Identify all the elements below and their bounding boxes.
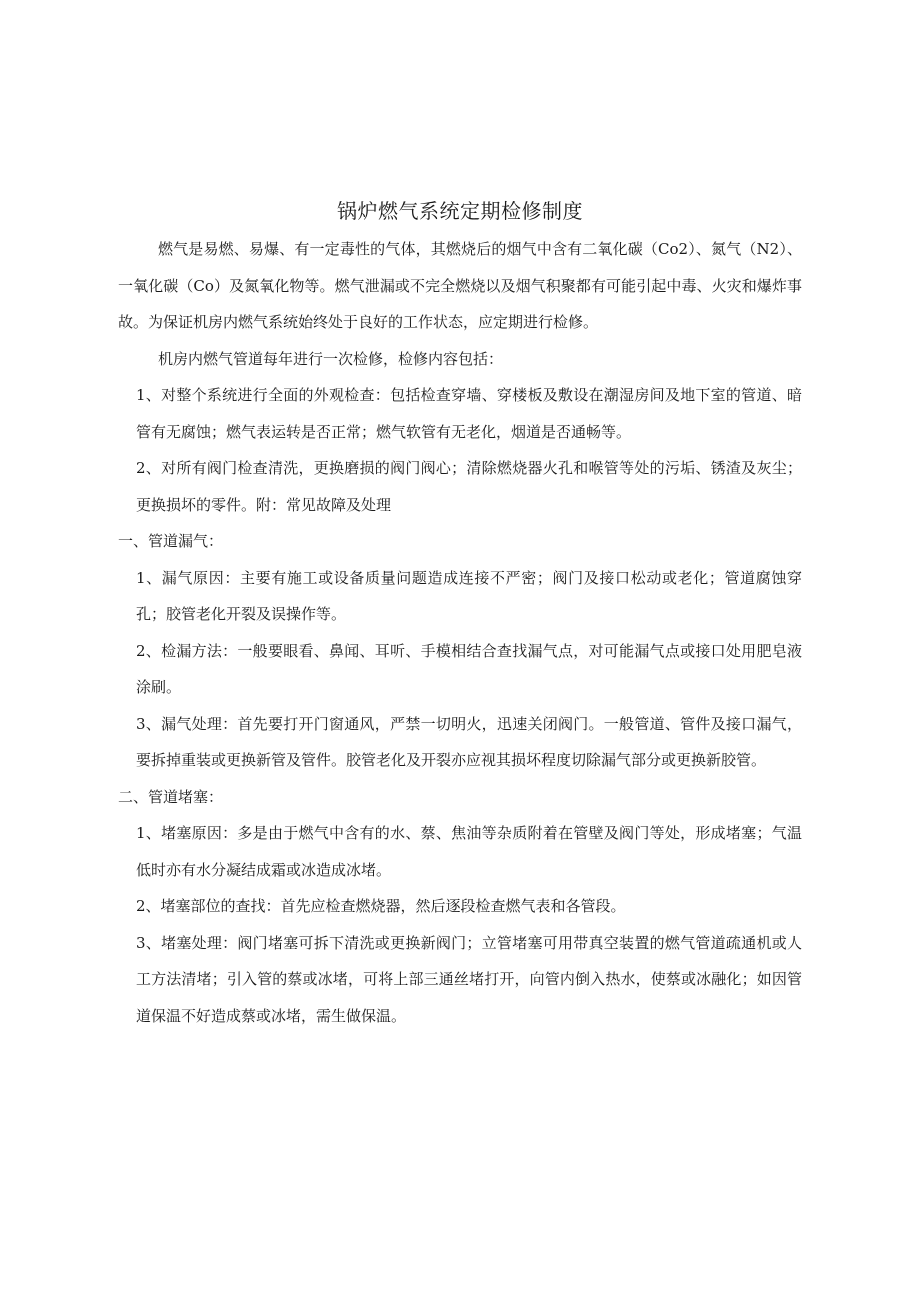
leak-item-2: 2、检漏方法：一般要眼看、鼻闻、耳听、手模相结合查找漏气点，对可能漏气点或接口处用肥皂液涂刷。: [136, 641, 802, 696]
leak-item-1: 1、漏气原因：主要有施工或设备质量问题造成连接不严密；阀门及接口松动或老化；管道腐蚀穿孔；胶管老化开裂及误操作等。: [136, 568, 802, 623]
blockage-item-1: 1、堵塞原因：多是由于燃气中含有的水、蔡、焦油等杂质附着在管壁及阀门等处，形成堵塞；气温低时亦有水分凝结成霜或冰造成冰堵。: [136, 824, 802, 879]
leak-item-3: 3、漏气处理：首先要打开门窗通风，严禁一切明火，迅速关闭阀门。一般管道、管件及接口漏气，要拆掉重装或更换新管及管件。胶管老化及开裂亦应视其损坏程度切除漏气部分或更换新胶管。: [136, 714, 802, 769]
document-title: 锅炉燃气系统定期检修制度: [337, 199, 583, 223]
inspection-item-1: 1、对整个系统进行全面的外观检查：包括检查穿墙、穿楼板及敷设在潮湿房间及地下室的管道、暗管有无腐蚀；燃气表运转是否正常；燃气软管有无老化，烟道是否通畅等。: [136, 386, 802, 441]
inspection-intro: 机房内燃气管道每年进行一次检修，检修内容包括：: [158, 349, 504, 368]
document-body: [118, 231, 802, 1034]
blockage-item-3: 3、堵塞处理：阀门堵塞可拆下清洗或更换新阀门；立管堵塞可用带真空装置的燃气管道疏通机或人工方法清堵；引入管的蔡或冰堵，可将上部三通丝堵打开，向管内倒入热水，使蔡或冰融化；如因管道保温不好造成蔡或冰堵，需生做保温。: [136, 933, 802, 1025]
inspection-item-2: 2、对所有阀门检查清洗，更换磨损的阀门阀心；清除燃烧器火孔和喉管等处的污垢、锈渣及灰尘；更换损坏的零件。附：常见故障及处理: [136, 459, 802, 514]
section-heading-blockage: 二、管道堵塞：: [118, 787, 224, 806]
intro-paragraph: 燃气是易燃、易爆、有一定毒性的气体，其燃烧后的烟气中含有二氧化碳（Co2）、氮气（N2）、一氧化碳（Co）及氮氧化物等。燃气泄漏或不完全燃烧以及烟气积聚都有可能引起中毒、火灾和爆炸事故。为保证机房内燃气系统始终处于良好的工作状态，应定期进行检修。: [118, 240, 802, 331]
blockage-item-2: 2、堵塞部位的查找：首先应检查燃烧器，然后逐段检查燃气表和各管段。: [136, 897, 626, 915]
section-heading-leak: 一、管道漏气：: [118, 532, 224, 550]
